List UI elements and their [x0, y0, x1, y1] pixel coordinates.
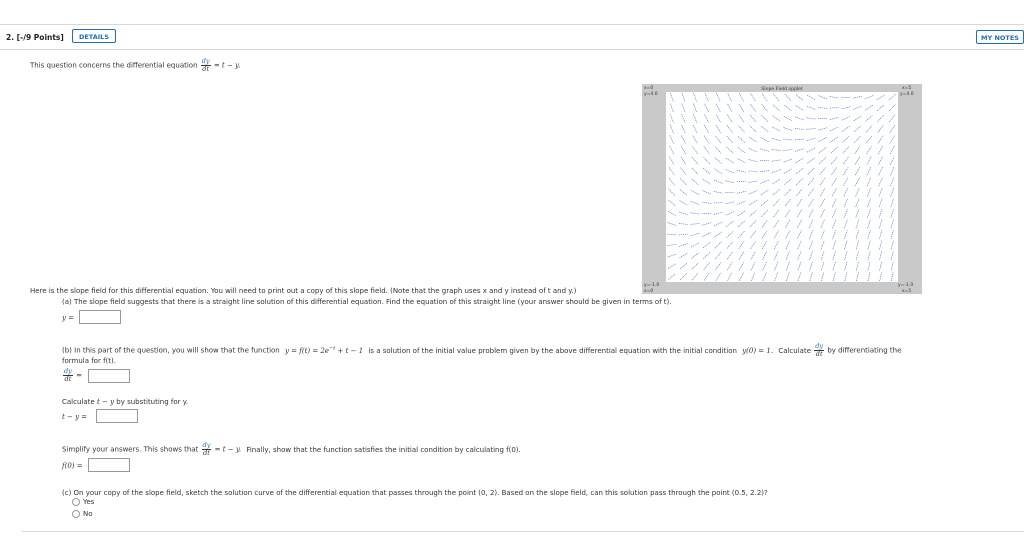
dy-dt-fraction: [202, 442, 212, 457]
part-c-text: (c) On your copy of the slope field, sketch the solution curve of the differential equation that passes through the point (0, 2). Based on the slope field, can this solution pass through the point (0.5, 2.2)?: [62, 489, 768, 497]
t-minus-y-answer-input[interactable]: [96, 409, 138, 423]
part-a-text: (a) The slope field suggests that there is a straight line solution of this differential equation. Find the equation of this straight line (your answer should be given in terms of t).: [62, 298, 672, 306]
corner-tr-x: x=5: [902, 86, 912, 91]
radio-yes[interactable]: [72, 498, 80, 506]
calculate-word: Calculate: [778, 346, 812, 355]
fraction-numerator: dy: [202, 441, 211, 449]
question-header: [0, 24, 1024, 50]
part-a-label: y =: [62, 314, 75, 322]
function-exponent: −t: [329, 345, 336, 352]
dy-dt-fraction: [201, 58, 211, 73]
substituting-text: by substituting for y.: [116, 398, 189, 406]
part-a-answer-input[interactable]: [79, 310, 121, 324]
equals-sign: =: [76, 371, 82, 380]
function-base: y = f(t) = 2e: [284, 346, 330, 355]
fraction-denominator: dt: [203, 449, 210, 457]
part-b-differentiating: by differentiating the: [827, 346, 902, 355]
question-number: 2. [-/9 Points]: [6, 33, 64, 42]
bottom-divider: [22, 531, 1024, 532]
part-b-line1: [62, 343, 901, 358]
option-yes-label: Yes: [83, 498, 95, 506]
option-yes[interactable]: [72, 498, 94, 506]
part-b-intro: (b) In this part of the question, you will show that the function: [62, 346, 280, 355]
intro-line: [30, 58, 240, 73]
t-minus-y-label: t − y =: [62, 413, 88, 421]
corner-br-y: y=-1.0: [898, 283, 914, 288]
corner-tr-y: y=4.0: [900, 92, 914, 97]
function-rest: + t − 1: [337, 346, 364, 355]
radio-no[interactable]: [72, 510, 80, 518]
part-b-function: [285, 347, 363, 355]
initial-condition: y(0) = 1.: [742, 346, 774, 355]
option-no-label: No: [83, 510, 93, 518]
intro-text: This question concerns the differential equation: [30, 61, 198, 70]
corner-tl-y: y=4.0: [644, 92, 658, 97]
corner-tl-x: x=0: [644, 86, 654, 91]
intro-rhs: = t − y.: [213, 61, 241, 70]
derivative-label: [62, 368, 82, 383]
simplify-rhs: = t − y.: [214, 445, 242, 454]
details-button[interactable]: DETAILS: [72, 29, 116, 43]
finally-text: Finally, show that the function satisfies the initial condition by calculating f(0).: [246, 445, 521, 454]
corner-bl-x: x=0: [644, 289, 654, 294]
part-b-ivp-text: is a solution of the initial value problem given by the above differential equation with the initial condition: [368, 346, 737, 355]
dy-dt-fraction: [814, 343, 824, 358]
corner-br-x: x=5: [902, 289, 912, 294]
fraction-denominator: dt: [815, 350, 823, 358]
part-b-formula-text: formula for f(t).: [62, 357, 116, 365]
calculate-word: Calculate: [62, 398, 95, 406]
my-notes-button[interactable]: MY NOTES: [976, 30, 1024, 44]
plot-title: Slope Field applet: [761, 87, 803, 92]
fraction-numerator: dy: [201, 57, 210, 65]
calculate-t-minus-y: [62, 398, 188, 406]
fraction-denominator: dt: [202, 65, 210, 73]
fraction-denominator: dt: [64, 375, 72, 383]
slope-field-description: Here is the slope field for this differential equation. You will need to print out a copy of this slope field. (Note that the graph uses x and y instead of t and y.): [30, 287, 577, 295]
f0-label: f(0) =: [62, 462, 83, 470]
fraction-numerator: dy: [64, 367, 72, 375]
f0-answer-input[interactable]: [88, 458, 130, 472]
simplify-text: Simplify your answers. This shows that: [62, 445, 199, 454]
derivative-answer-input[interactable]: [88, 369, 130, 383]
plot-area: [666, 92, 898, 282]
corner-bl-y: y=-1.0: [644, 283, 660, 288]
option-no[interactable]: [72, 510, 93, 518]
simplify-line: [62, 442, 521, 457]
slope-field-plot: [642, 84, 922, 294]
fraction-numerator: dy: [815, 342, 824, 350]
t-minus-y-expr: t − y: [96, 398, 115, 406]
dy-dt-fraction: [63, 368, 73, 383]
